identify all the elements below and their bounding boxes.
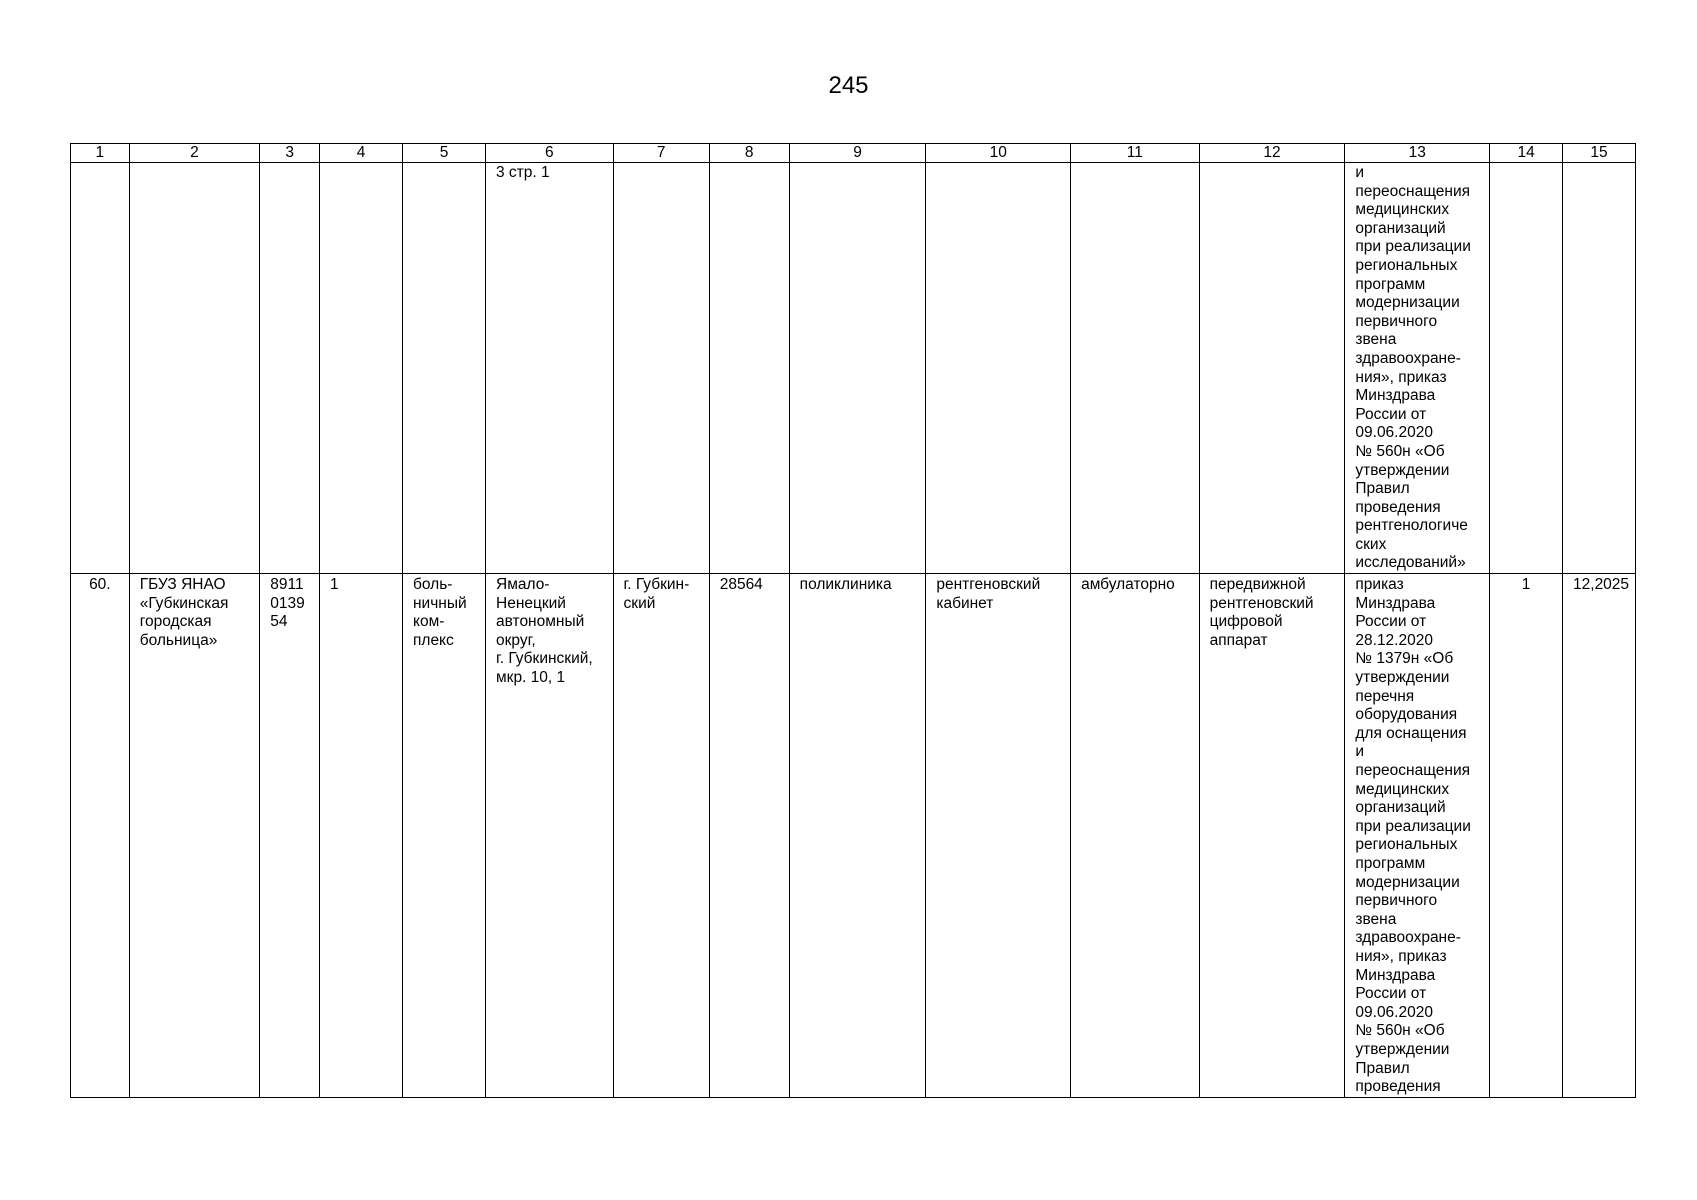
- table-cell: 1: [320, 574, 403, 1098]
- table-cell: [926, 163, 1071, 574]
- table-cell: [709, 163, 789, 574]
- address-cell: Ямало- Ненецкий автономный округ, г. Губкинский, мкр. 10, 1: [486, 574, 614, 1098]
- header-cell: 5: [403, 144, 486, 163]
- care-type-cell: амбулаторно: [1071, 574, 1200, 1098]
- table-cell: [260, 163, 320, 574]
- table-cell: 28564: [709, 574, 789, 1098]
- header-cell: 10: [926, 144, 1071, 163]
- table-cell: [71, 163, 130, 574]
- header-cell: 13: [1345, 144, 1490, 163]
- organization-cell: ГБУЗ ЯНАО «Губкинская городская больница»: [129, 574, 260, 1098]
- header-cell: 8: [709, 144, 789, 163]
- legal-basis-cell: приказ Минздрава России от 28.12.2020 № 1379н «Об утверждении перечня оборудования для оснащения и переоснащения медицинских организаций при реализации региональных программ модернизации первичного звена здравоохране- ния», приказ Минздрава России от 09.06.2020 № 560н «Об утверждении Правил проведения: [1345, 574, 1490, 1098]
- table-row-continuation: [71, 163, 1636, 574]
- building-type-cell: боль- ничный ком- плекс: [403, 574, 486, 1098]
- table-cell: 3 стр. 1: [486, 163, 614, 574]
- table-cell: [403, 163, 486, 574]
- header-cell: 11: [1071, 144, 1200, 163]
- date-cell: 12,2025: [1563, 574, 1636, 1098]
- table-cell: [1199, 163, 1345, 574]
- table-cell: [1563, 163, 1636, 574]
- header-cell: 15: [1563, 144, 1636, 163]
- document-table: [70, 143, 1636, 1098]
- header-cell: 7: [613, 144, 709, 163]
- page-number: 245: [828, 72, 869, 99]
- table-cell: [1490, 163, 1563, 574]
- row-number-cell: 60.: [71, 574, 130, 1098]
- header-cell: 14: [1490, 144, 1563, 163]
- header-cell: 2: [129, 144, 260, 163]
- header-cell: 9: [789, 144, 926, 163]
- table-cell: и переоснащения медицинских организаций при реализации региональных программ модернизации первичного звена здравоохране- ния», приказ Минздрава России от 09.06.2020 № 560н «Об утверждении Правил проведения рентгенологиче ских исследований»: [1345, 163, 1490, 574]
- table-cell: [1071, 163, 1200, 574]
- table-cell: [789, 163, 926, 574]
- department-cell: поликлиника: [789, 574, 926, 1098]
- header-cell: 12: [1199, 144, 1345, 163]
- header-cell: 1: [71, 144, 130, 163]
- table-cell: [129, 163, 260, 574]
- table-header-row: [71, 144, 1636, 163]
- city-cell: г. Губкин- ский: [613, 574, 709, 1098]
- equipment-cell: передвижной рентгеновский цифровой аппарат: [1199, 574, 1345, 1098]
- header-cell: 3: [260, 144, 320, 163]
- header-cell: 4: [320, 144, 403, 163]
- table-cell: [320, 163, 403, 574]
- table-row-60: [71, 574, 1636, 1098]
- header-cell: 6: [486, 144, 614, 163]
- table-cell: [613, 163, 709, 574]
- room-cell: рентгеновский кабинет: [926, 574, 1071, 1098]
- inn-cell: 8911 0139 54: [260, 574, 320, 1098]
- quantity-cell: 1: [1490, 574, 1563, 1098]
